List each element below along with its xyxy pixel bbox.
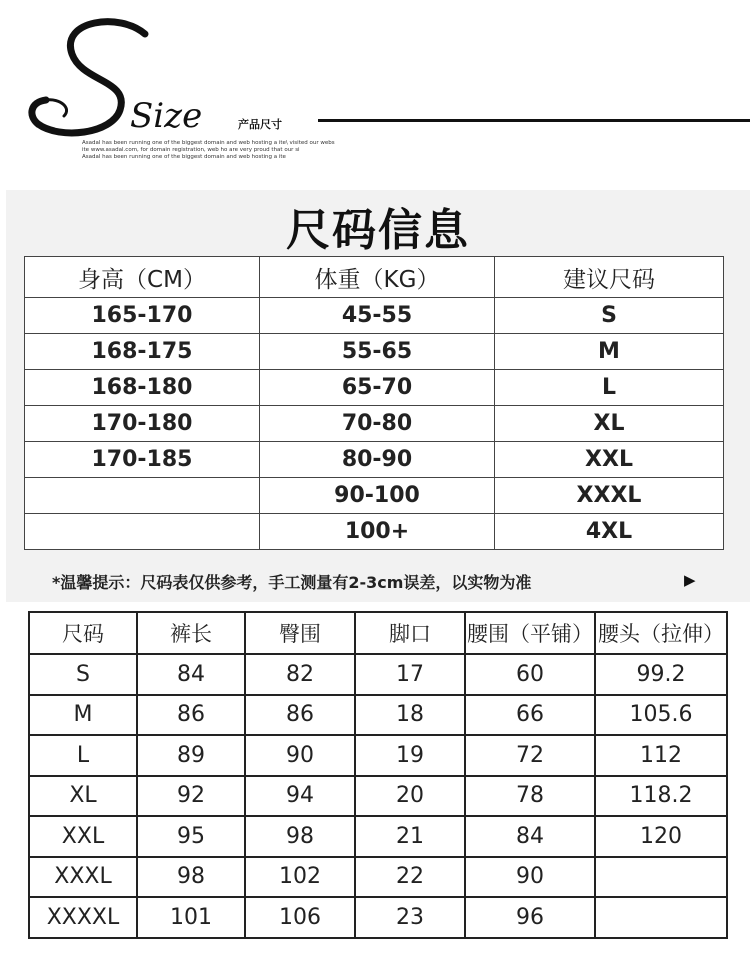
hip-cell: 90	[245, 735, 355, 776]
weight-cell: 70-80	[260, 406, 495, 442]
size-note: *温馨提示：尺码表仅供参考，手工测量有2-3cm误差，以实物为准	[52, 573, 532, 592]
length-cell: 84	[137, 654, 245, 695]
hip-cell: 94	[245, 776, 355, 817]
height-cell: 168-180	[25, 370, 260, 406]
size-cell: XL	[29, 776, 137, 817]
size-cell: L	[29, 735, 137, 776]
fine-print-1: Asadal has been running one of the biggest domain and web hosting a ite\ visited our webs	[82, 140, 335, 146]
weight-cell: 80-90	[260, 442, 495, 478]
waist-flat-cell: 72	[465, 735, 595, 776]
table-row	[25, 298, 724, 334]
height-cell	[25, 478, 260, 514]
waistband-cell	[595, 897, 727, 938]
waistband-cell: 99.2	[595, 654, 727, 695]
size-cell: XXL	[495, 442, 724, 478]
subtitle: 产品尺寸	[238, 118, 282, 131]
size-cell: S	[495, 298, 724, 334]
table-row	[25, 514, 724, 550]
height-cell: 168-175	[25, 334, 260, 370]
length-cell: 98	[137, 857, 245, 898]
length-cell: 89	[137, 735, 245, 776]
waist-flat-cell: 66	[465, 695, 595, 736]
header-height: 身高（CM）	[25, 257, 260, 298]
header-leg-opening: 脚口	[355, 612, 465, 654]
waist-flat-cell: 96	[465, 897, 595, 938]
size-recommendation-table	[24, 256, 724, 550]
hip-cell: 86	[245, 695, 355, 736]
waist-flat-cell: 90	[465, 857, 595, 898]
leg-opening-cell: 22	[355, 857, 465, 898]
length-cell: 86	[137, 695, 245, 736]
header-rule	[318, 119, 750, 122]
play-arrow-icon: ▶	[684, 571, 696, 589]
size-cell: S	[29, 654, 137, 695]
header-waistband-stretched: 腰头（拉伸）	[595, 612, 727, 654]
weight-cell: 100+	[260, 514, 495, 550]
size-cell: L	[495, 370, 724, 406]
size-cell: 4XL	[495, 514, 724, 550]
height-cell: 170-185	[25, 442, 260, 478]
logo-text: Size	[130, 96, 203, 136]
header-hip: 臀围	[245, 612, 355, 654]
waist-flat-cell: 84	[465, 816, 595, 857]
header-size: 尺码	[29, 612, 137, 654]
leg-opening-cell: 18	[355, 695, 465, 736]
table-header-row	[25, 257, 724, 298]
table-row	[29, 776, 727, 817]
leg-opening-cell: 20	[355, 776, 465, 817]
table-row	[29, 897, 727, 938]
height-cell: 165-170	[25, 298, 260, 334]
waistband-cell: 105.6	[595, 695, 727, 736]
header-weight: 体重（KG）	[260, 257, 495, 298]
size-cell: XXXL	[29, 857, 137, 898]
size-cell: M	[29, 695, 137, 736]
weight-cell: 90-100	[260, 478, 495, 514]
leg-opening-cell: 23	[355, 897, 465, 938]
header-length: 裤长	[137, 612, 245, 654]
length-cell: 95	[137, 816, 245, 857]
table-row	[25, 334, 724, 370]
table-row	[25, 442, 724, 478]
size-cell: XXXL	[495, 478, 724, 514]
table-row	[25, 370, 724, 406]
table-row	[29, 695, 727, 736]
length-cell: 101	[137, 897, 245, 938]
size-logo	[20, 12, 240, 142]
waistband-cell: 120	[595, 816, 727, 857]
table-row	[29, 735, 727, 776]
table-row	[25, 478, 724, 514]
header-waist-flat: 腰围（平铺）	[465, 612, 595, 654]
table-row	[29, 857, 727, 898]
size-cell: XXL	[29, 816, 137, 857]
height-cell	[25, 514, 260, 550]
waist-flat-cell: 78	[465, 776, 595, 817]
fine-print-2: ite www.asadal.com, for domain registration, web ho are very proud that our si	[82, 147, 300, 153]
hip-cell: 98	[245, 816, 355, 857]
waist-flat-cell: 60	[465, 654, 595, 695]
fine-print-3: Asadal has been running one of the biggest domain and web hosting a ite	[82, 154, 286, 160]
header	[0, 0, 750, 190]
header-size: 建议尺码	[495, 257, 724, 298]
leg-opening-cell: 19	[355, 735, 465, 776]
size-cell: XL	[495, 406, 724, 442]
waistband-cell: 112	[595, 735, 727, 776]
leg-opening-cell: 17	[355, 654, 465, 695]
length-cell: 92	[137, 776, 245, 817]
height-cell: 170-180	[25, 406, 260, 442]
weight-cell: 65-70	[260, 370, 495, 406]
leg-opening-cell: 21	[355, 816, 465, 857]
table-row	[29, 816, 727, 857]
waistband-cell	[595, 857, 727, 898]
table-header-row	[29, 612, 727, 654]
hip-cell: 82	[245, 654, 355, 695]
waistband-cell: 118.2	[595, 776, 727, 817]
weight-cell: 45-55	[260, 298, 495, 334]
size-cell: XXXXL	[29, 897, 137, 938]
hip-cell: 106	[245, 897, 355, 938]
measurement-table	[28, 611, 728, 939]
hip-cell: 102	[245, 857, 355, 898]
size-cell: M	[495, 334, 724, 370]
size-info-title: 尺码信息	[286, 205, 470, 256]
weight-cell: 55-65	[260, 334, 495, 370]
table-row	[25, 406, 724, 442]
table-row	[29, 654, 727, 695]
